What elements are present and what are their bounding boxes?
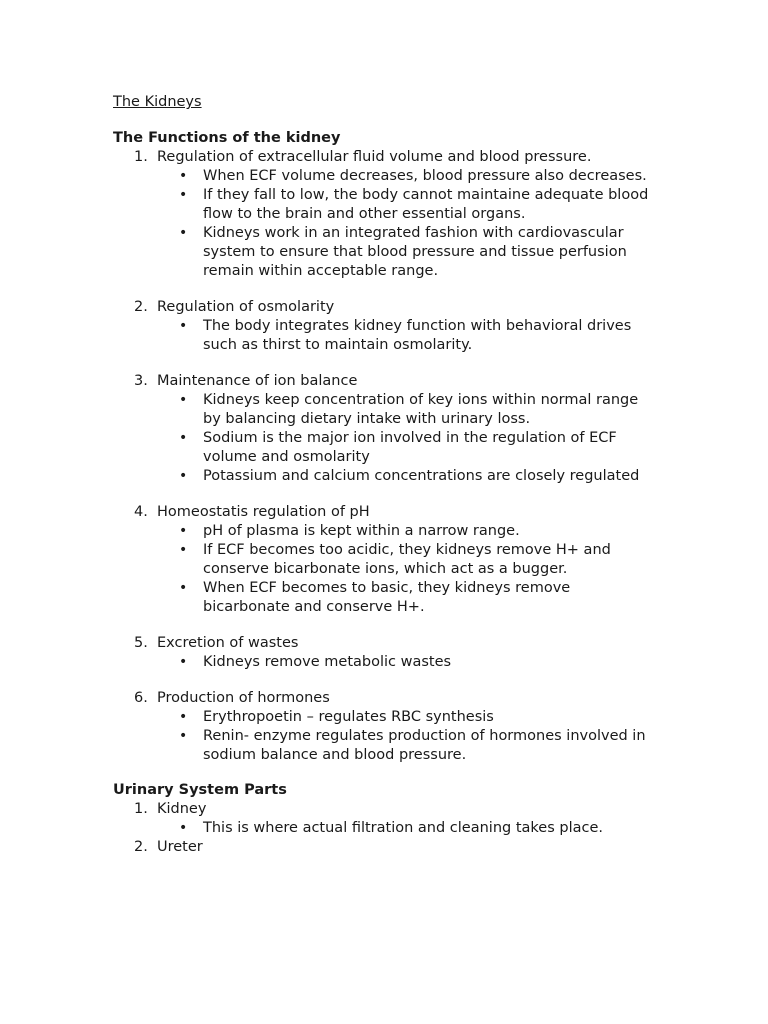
bullet-text: When ECF becomes to basic, they kidneys remove bicarbonate and conserve H+.	[203, 580, 571, 615]
bullet-item	[157, 708, 651, 727]
bullet-text: Kidneys work in an integrated fashion with cardiovascular system to ensure that blood pressure and tissue perfusion remain within acceptable range.	[203, 225, 627, 279]
item-label: Homeostatis regulation of pH	[157, 504, 370, 520]
bullet-text: Potassium and calcium concentrations are closely regulated	[203, 468, 640, 484]
bullet-item	[157, 317, 651, 355]
functions-heading: The Functions of the kidney	[113, 130, 341, 146]
bullet-text: Kidneys remove metabolic wastes	[203, 654, 452, 670]
list-item	[113, 503, 673, 617]
bullet-list	[157, 317, 673, 355]
item-label: Ureter	[157, 839, 203, 855]
list-item	[113, 689, 673, 765]
bullet-text: Kidneys keep concentration of key ions within normal range by balancing dietary intake with urinary loss.	[203, 392, 639, 427]
list-item	[113, 838, 673, 857]
item-number: 1.	[134, 801, 148, 817]
item-number: 6.	[134, 690, 148, 706]
bullet-list	[157, 167, 673, 281]
functions-list	[113, 148, 673, 765]
bullet-list	[157, 708, 673, 765]
bullet-item	[157, 522, 651, 541]
item-number: 3.	[134, 373, 148, 389]
bullet-item	[157, 653, 651, 672]
bullet-item	[157, 467, 651, 486]
item-number: 5.	[134, 635, 148, 651]
item-label: Excretion of wastes	[157, 635, 299, 651]
bullet-icon: •	[179, 225, 188, 241]
item-label: Kidney	[157, 801, 207, 817]
bullet-item	[157, 186, 651, 224]
item-number: 2.	[134, 839, 148, 855]
bullet-item	[157, 579, 651, 617]
list-item	[113, 148, 673, 281]
bullet-text: Sodium is the major ion involved in the regulation of ECF volume and osmolarity	[203, 430, 617, 465]
bullet-icon: •	[179, 468, 188, 484]
bullet-item	[157, 391, 651, 429]
bullet-icon: •	[179, 709, 188, 725]
list-item	[113, 372, 673, 486]
bullet-icon: •	[179, 523, 188, 539]
bullet-item	[157, 167, 651, 186]
item-number: 2.	[134, 299, 148, 315]
bullet-icon: •	[179, 580, 188, 596]
bullet-text: pH of plasma is kept within a narrow range.	[203, 523, 520, 539]
bullet-item	[157, 224, 651, 281]
urinary-parts-list	[113, 800, 673, 857]
bullet-icon: •	[179, 187, 188, 203]
bullet-text: This is where actual filtration and cleaning takes place.	[203, 820, 603, 836]
bullet-item	[157, 429, 651, 467]
bullet-icon: •	[179, 654, 188, 670]
bullet-icon: •	[179, 168, 188, 184]
bullet-item	[157, 541, 651, 579]
item-label: Regulation of osmolarity	[157, 299, 335, 315]
list-item	[113, 634, 673, 672]
bullet-icon: •	[179, 318, 188, 334]
bullet-text: Erythropoetin – regulates RBC synthesis	[203, 709, 494, 725]
item-number: 1.	[134, 149, 148, 165]
bullet-text: The body integrates kidney function with behavioral drives such as thirst to maintain osmolarity.	[203, 318, 632, 353]
item-label: Maintenance of ion balance	[157, 373, 358, 389]
bullet-list	[157, 522, 673, 617]
urinary-heading: Urinary System Parts	[113, 782, 287, 798]
item-label: Regulation of extracellular fluid volume and blood pressure.	[157, 149, 592, 165]
bullet-item	[157, 819, 651, 838]
bullet-list	[157, 819, 673, 838]
item-label: Production of hormones	[157, 690, 330, 706]
bullet-icon: •	[179, 430, 188, 446]
bullet-item	[157, 727, 651, 765]
document-title: The Kidneys	[113, 94, 202, 110]
list-item	[113, 298, 673, 355]
bullet-icon: •	[179, 392, 188, 408]
bullet-text: If they fall to low, the body cannot maintaine adequate blood flow to the brain and other essential organs.	[203, 187, 649, 222]
bullet-icon: •	[179, 728, 188, 744]
bullet-text: When ECF volume decreases, blood pressure also decreases.	[203, 168, 647, 184]
bullet-list	[157, 653, 673, 672]
item-number: 4.	[134, 504, 148, 520]
list-item	[113, 800, 673, 838]
bullet-text: If ECF becomes too acidic, they kidneys remove H+ and conserve bicarbonate ions, which act as a bugger.	[203, 542, 611, 577]
document-page	[113, 93, 673, 857]
bullet-list	[157, 391, 673, 486]
bullet-icon: •	[179, 820, 188, 836]
bullet-icon: •	[179, 542, 188, 558]
bullet-text: Renin- enzyme regulates production of hormones involved in sodium balance and blood pressure.	[203, 728, 646, 763]
